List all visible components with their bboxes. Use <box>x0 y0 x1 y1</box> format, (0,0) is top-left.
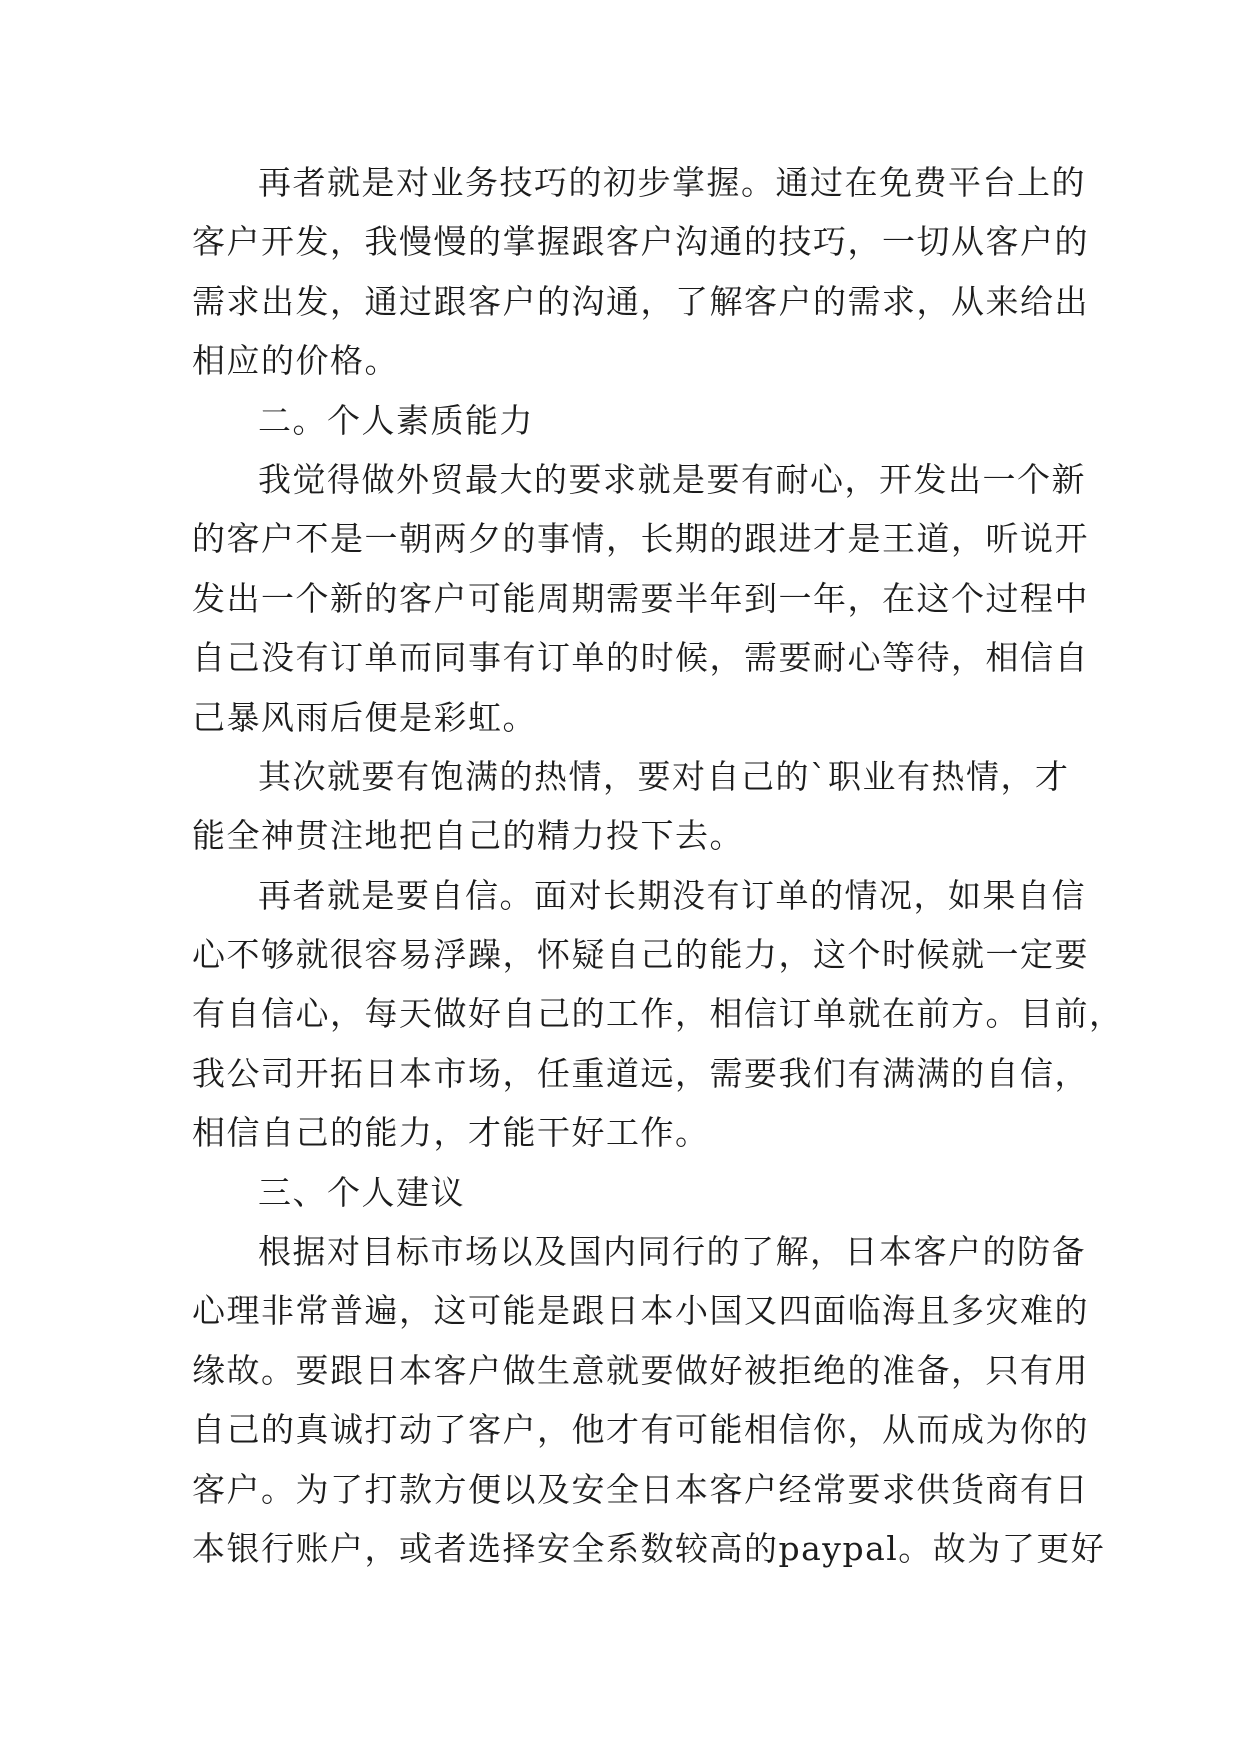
text-line: 自己的真诚打动了客户，他才有可能相信你，从而成为你的 <box>192 1410 1089 1450</box>
text-line: 的客户不是一朝两夕的事情，长期的跟进才是王道，听说开 <box>192 519 1089 559</box>
text-line: 本银行账户，或者选择安全系数较高的paypal。故为了更好 <box>192 1528 1106 1568</box>
document-body <box>192 153 1124 1578</box>
text-line: 客户开发，我慢慢的掌握跟客户沟通的技巧，一切从客户的 <box>192 222 1089 262</box>
text-line: 我公司开拓日本市场，任重道远，需要我们有满满的自信， <box>192 1053 1089 1093</box>
text-line: 再者就是要自信。面对长期没有订单的情况，如果自信 <box>258 875 1086 915</box>
text-line: 发出一个新的客户可能周期需要半年到一年，在这个过程中 <box>192 578 1089 618</box>
text-line: 需求出发，通过跟客户的沟通，了解客户的需求，从来给出 <box>192 281 1089 321</box>
text-line: 三、个人建议 <box>258 1172 465 1212</box>
text-line: 有自信心，每天做好自己的工作，相信订单就在前方。目前， <box>192 994 1124 1034</box>
text-line: 能全神贯注地把自己的精力投下去。 <box>192 816 744 856</box>
text-line: 我觉得做外贸最大的要求就是要有耐心，开发出一个新 <box>258 459 1086 499</box>
text-line: 根据对目标市场以及国内同行的了解，日本客户的防备 <box>258 1232 1086 1272</box>
text-line: 自己没有订单而同事有订单的时候，需要耐心等待，相信自 <box>192 638 1089 678</box>
text-line: 心理非常普遍，这可能是跟日本小国又四面临海且多灾难的 <box>192 1291 1089 1331</box>
text-line: 相应的价格。 <box>192 341 399 381</box>
text-line: 再者就是对业务技巧的初步掌握。通过在免费平台上的 <box>258 163 1086 202</box>
text-line: 心不够就很容易浮躁，怀疑自己的能力，这个时候就一定要 <box>192 935 1089 975</box>
text-line: 相信自己的能力，才能干好工作。 <box>192 1113 710 1153</box>
text-line: 其次就要有饱满的热情，要对自己的`职业有热情，才 <box>258 756 1070 796</box>
text-line: 己暴风雨后便是彩虹。 <box>192 697 537 737</box>
text-line: 客户。为了打款方便以及安全日本客户经常要求供货商有日 <box>192 1469 1089 1509</box>
text-line: 二。个人素质能力 <box>258 400 534 440</box>
text-line: 缘故。要跟日本客户做生意就要做好被拒绝的准备，只有用 <box>192 1350 1089 1390</box>
